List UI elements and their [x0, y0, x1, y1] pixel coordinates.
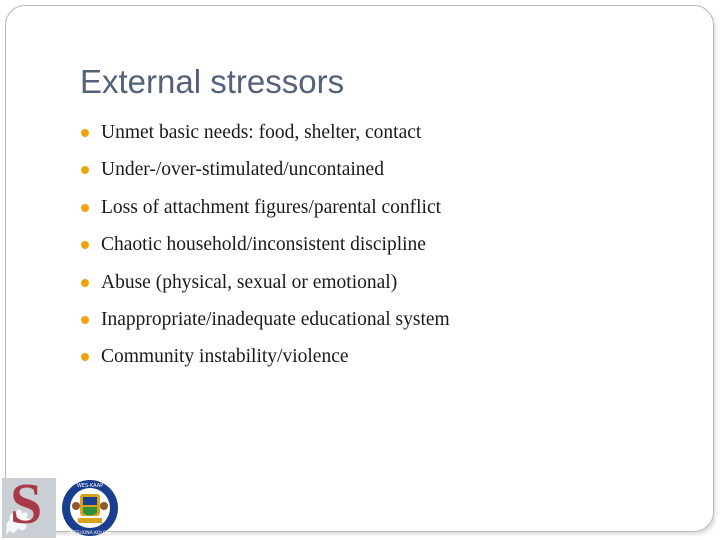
svg-text:INTSHONA KOLONI: INTSHONA KOLONI	[69, 531, 111, 536]
list-item	[81, 340, 450, 377]
western-cape-seal-icon	[56, 478, 124, 538]
list-item	[81, 266, 450, 303]
list-item	[81, 303, 450, 340]
list-item	[81, 228, 450, 265]
bullet-text: Unmet basic needs: food, shelter, contact	[101, 122, 422, 143]
bullet-text: Chaotic household/inconsistent discipline	[101, 234, 426, 256]
logo-letter: S	[10, 471, 43, 536]
list-item	[81, 191, 450, 228]
bullet-dot-icon	[81, 279, 89, 287]
bullet-dot-icon	[81, 204, 89, 212]
bullet-text: Abuse (physical, sexual or emotional)	[101, 271, 398, 293]
slide-title: External stressors	[80, 63, 345, 100]
bullet-dot-icon	[81, 353, 89, 361]
bullet-text: Inappropriate/inadequate educational system	[101, 308, 450, 330]
bullet-dot-icon	[81, 166, 89, 174]
bullet-dot-icon	[81, 316, 89, 324]
bullet-dot-icon	[81, 129, 89, 137]
bullet-text: Loss of attachment figures/parental conflict	[101, 196, 442, 218]
bullet-list	[81, 116, 450, 378]
university-s-logo	[2, 471, 56, 538]
bullet-text: Under-/over-stimulated/uncontained	[101, 159, 384, 181]
bullet-dot-icon	[81, 241, 89, 249]
bullet-text: Community instability/violence	[101, 346, 349, 368]
svg-text:WES-KAAP: WES-KAAP	[76, 483, 104, 489]
list-item	[81, 116, 450, 153]
list-item	[81, 153, 450, 190]
